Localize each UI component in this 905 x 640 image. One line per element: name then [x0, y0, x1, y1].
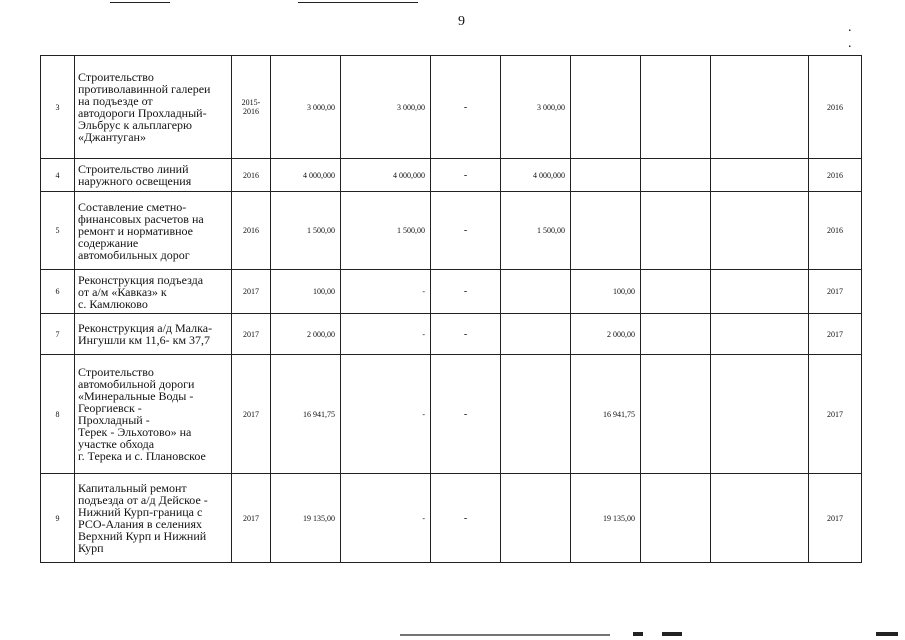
project-name-cell: Составление сметно- финансовых расчетов на ремонт и нормативное содержание автомобильных дорог	[75, 192, 232, 270]
project-name-cell: Реконструкция подъезда от а/м «Кавказ» к с. Камлюково	[75, 270, 232, 314]
completion-year-cell: 2017	[809, 355, 862, 474]
amount-col-7-cell	[711, 270, 809, 314]
amount-col-2-cell: -	[341, 314, 431, 355]
amount-col-4-cell	[501, 270, 571, 314]
table-row	[41, 159, 862, 192]
scan-artifact-bottom	[0, 628, 905, 640]
amount-col-3-cell: -	[431, 192, 501, 270]
amount-col-7-cell	[711, 192, 809, 270]
amount-col-6-cell	[641, 270, 711, 314]
completion-year-cell: 2017	[809, 314, 862, 355]
period-cell: 2016	[232, 159, 271, 192]
amount-col-3-cell: -	[431, 56, 501, 159]
table-row	[41, 192, 862, 270]
table-row	[41, 474, 862, 563]
amount-col-5-cell	[571, 56, 641, 159]
row-number-cell: 6	[41, 270, 75, 314]
amount-col-2-cell: -	[341, 355, 431, 474]
total-amount-cell: 1 500,00	[271, 192, 341, 270]
amount-col-5-cell: 19 135,00	[571, 474, 641, 563]
amount-col-7-cell	[711, 355, 809, 474]
amount-col-6-cell	[641, 159, 711, 192]
period-cell: 2017	[232, 474, 271, 563]
amount-col-2-cell: -	[341, 270, 431, 314]
amount-col-6-cell	[641, 56, 711, 159]
amount-col-4-cell	[501, 314, 571, 355]
amount-col-3-cell: -	[431, 270, 501, 314]
amount-col-7-cell	[711, 474, 809, 563]
scan-artifact-top-left	[110, 2, 170, 3]
amount-col-7-cell	[711, 314, 809, 355]
amount-col-6-cell	[641, 314, 711, 355]
completion-year-cell: 2017	[809, 270, 862, 314]
project-name-cell: Строительство линий наружного освещения	[75, 159, 232, 192]
total-amount-cell: 16 941,75	[271, 355, 341, 474]
completion-year-cell: 2016	[809, 159, 862, 192]
scan-artifact-top-center	[298, 2, 418, 3]
table-row	[41, 270, 862, 314]
period-cell: 2017	[232, 270, 271, 314]
amount-col-4-cell: 3 000,00	[501, 56, 571, 159]
completion-year-cell: 2016	[809, 56, 862, 159]
period-cell: 2015- 2016	[232, 56, 271, 159]
amount-col-7-cell	[711, 159, 809, 192]
completion-year-cell: 2017	[809, 474, 862, 563]
amount-col-5-cell: 100,00	[571, 270, 641, 314]
project-name-cell: Капитальный ремонт подъезда от а/д Дейское - Нижний Курп-граница с РСО-Алания в селениях Верхний Курп и Нижний Курп	[75, 474, 232, 563]
amount-col-6-cell	[641, 474, 711, 563]
completion-year-cell: 2016	[809, 192, 862, 270]
corner-marks: . .	[848, 20, 870, 51]
amount-col-2-cell: 3 000,00	[341, 56, 431, 159]
table-row	[41, 56, 862, 159]
table-body	[41, 56, 862, 563]
project-name-cell: Строительство противолавинной галереи на подъезде от автодороги Прохладный- Эльбрус к альплагерю «Джантуган»	[75, 56, 232, 159]
total-amount-cell: 19 135,00	[271, 474, 341, 563]
amount-col-4-cell: 4 000,000	[501, 159, 571, 192]
table-row	[41, 314, 862, 355]
period-cell: 2017	[232, 314, 271, 355]
amount-col-5-cell: 2 000,00	[571, 314, 641, 355]
total-amount-cell: 4 000,000	[271, 159, 341, 192]
row-number-cell: 3	[41, 56, 75, 159]
row-number-cell: 4	[41, 159, 75, 192]
amount-col-4-cell: 1 500,00	[501, 192, 571, 270]
row-number-cell: 8	[41, 355, 75, 474]
amount-col-4-cell	[501, 355, 571, 474]
row-number-cell: 7	[41, 314, 75, 355]
amount-col-2-cell: 1 500,00	[341, 192, 431, 270]
period-cell: 2016	[232, 192, 271, 270]
page-number: 9	[458, 14, 465, 29]
amount-col-3-cell: -	[431, 159, 501, 192]
row-number-cell: 5	[41, 192, 75, 270]
total-amount-cell: 3 000,00	[271, 56, 341, 159]
project-name-cell: Строительство автомобильной дороги «Минеральные Воды - Георгиевск - Прохладный - Терек - Эльхотово» на участке обхода г. Терека и с. Плановское	[75, 355, 232, 474]
row-number-cell: 9	[41, 474, 75, 563]
total-amount-cell: 2 000,00	[271, 314, 341, 355]
projects-table	[40, 55, 862, 563]
amount-col-6-cell	[641, 192, 711, 270]
amount-col-3-cell: -	[431, 355, 501, 474]
project-name-cell: Реконструкция а/д Малка- Ингушли км 11,6- км 37,7	[75, 314, 232, 355]
amount-col-5-cell: 16 941,75	[571, 355, 641, 474]
table-row	[41, 355, 862, 474]
amount-col-3-cell: -	[431, 314, 501, 355]
amount-col-5-cell	[571, 192, 641, 270]
amount-col-3-cell: -	[431, 474, 501, 563]
amount-col-7-cell	[711, 56, 809, 159]
total-amount-cell: 100,00	[271, 270, 341, 314]
amount-col-2-cell: 4 000,000	[341, 159, 431, 192]
amount-col-5-cell	[571, 159, 641, 192]
amount-col-2-cell: -	[341, 474, 431, 563]
amount-col-6-cell	[641, 355, 711, 474]
period-cell: 2017	[232, 355, 271, 474]
amount-col-4-cell	[501, 474, 571, 563]
